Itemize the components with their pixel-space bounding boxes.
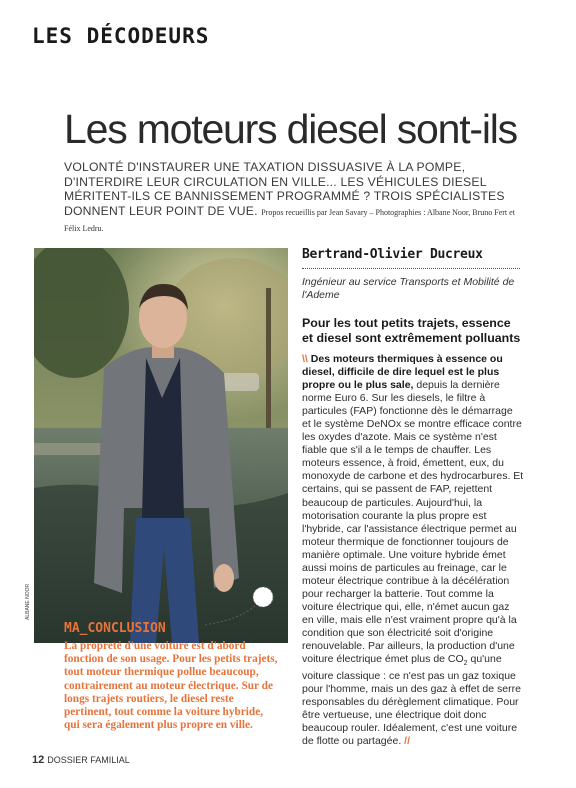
page-number: 12 [32,754,45,766]
photo-credits-line: Propos recueillis par Jean Savary – Photographies : Albane Noor, Bruno Fert et Félix Ledru. [64,207,515,234]
body-text-part2: qu'une voiture classique : ce n'est pas un gaz toxique pour l'homme, mais un des gaz à effet de serre responsables du dérèglement climatique. Pour être vertueuse, une électrique doit donc beaucoup rouler. Idéalement, c'est une voiture de flotte ou partagée. [302,653,521,748]
conclusion-text: La propreté d'une voiture est d'abord fonction de son usage. Pour les petits trajets, tout moteur thermique pollue beaucoup, contrairement au moteur électrique. Sur de longs trajets routiers, le diesel reste pertinent, tout comme la voiture hybride, qui sera également plus propre en ville. [64,640,278,732]
article-title: Les moteurs diesel sont-ils [64,106,517,152]
photo-credit: ALBANE NOOR [25,583,31,620]
expert-name: Bertrand-Olivier Ducreux [302,247,483,262]
body-lead: Des moteurs thermiques à essence ou diesel, difficile de dire lequel est le plus propre ou le plus sale, [302,353,503,392]
quote-close-mark: // [404,735,411,748]
body-text-part1: depuis la dernière norme Euro 6. Sur les diesels, le filtre à particules (FAP) fonctionne dès le démarrage et le système DeNOx se montre efficace contre les oxydes d'azote. Mais ce système n'est fiable que s'il a le temps de chauffer. Les moteurs essence, à froid, émettent, eux, du monoxyde de carbone et des hydrocarbures. Et certains, qui se passent de FAP, rejettent beaucoup de particules. Aujourd'hui, la motorisation courante la plus propre est l'hybride, car l'assistance électrique permet au moteur thermique de fonctionner toujours de manière optimale. Une voiture hybride émet aussi moins de particules au freinage, car le moteur électrique contribue à la décélération pour recharger la batterie. Tout comme la voiture électrique qui, elle, n'émet aucun gaz en ville, mais elle n'est vraiment propre qu'à la condition que son électricité soit d'origine renouvelable. Par ailleurs, la production d'une voiture électrique émet plus de CO [302,379,524,666]
section-rubric: LES DÉCODEURS [32,24,210,48]
magazine-name: DOSSIER FAMILIAL [47,755,130,765]
expert-body-text [302,353,524,749]
article-intro [64,160,524,237]
expert-headline: Pour les tout petits trajets, essence et diesel sont extrêmement polluants [302,316,521,345]
quote-open-mark: \\ [302,353,308,365]
intro-text: VOLONTÉ D'INSTAURER UNE TAXATION DISSUASIVE À LA POMPE, D'INTERDIRE LEUR CIRCULATION EN VILLE... LES VÉHICULES DIESEL MÉRITENT-ILS CE BANNISSEMENT PROGRAMMÉ ? TROIS SPÉCIALISTES DONNENT LEUR POINT DE VUE. [64,160,505,218]
expert-role: Ingénieur au service Transports et Mobilité de l'Ademe [302,276,515,301]
co2-subscript: 2 [463,660,468,668]
page-footer [32,754,130,766]
conclusion-title: MA_CONCLUSION [64,621,166,636]
name-divider [302,268,520,269]
portrait-illustration [34,248,288,643]
expert-portrait-photo [34,248,288,643]
callout-connector [200,585,280,635]
